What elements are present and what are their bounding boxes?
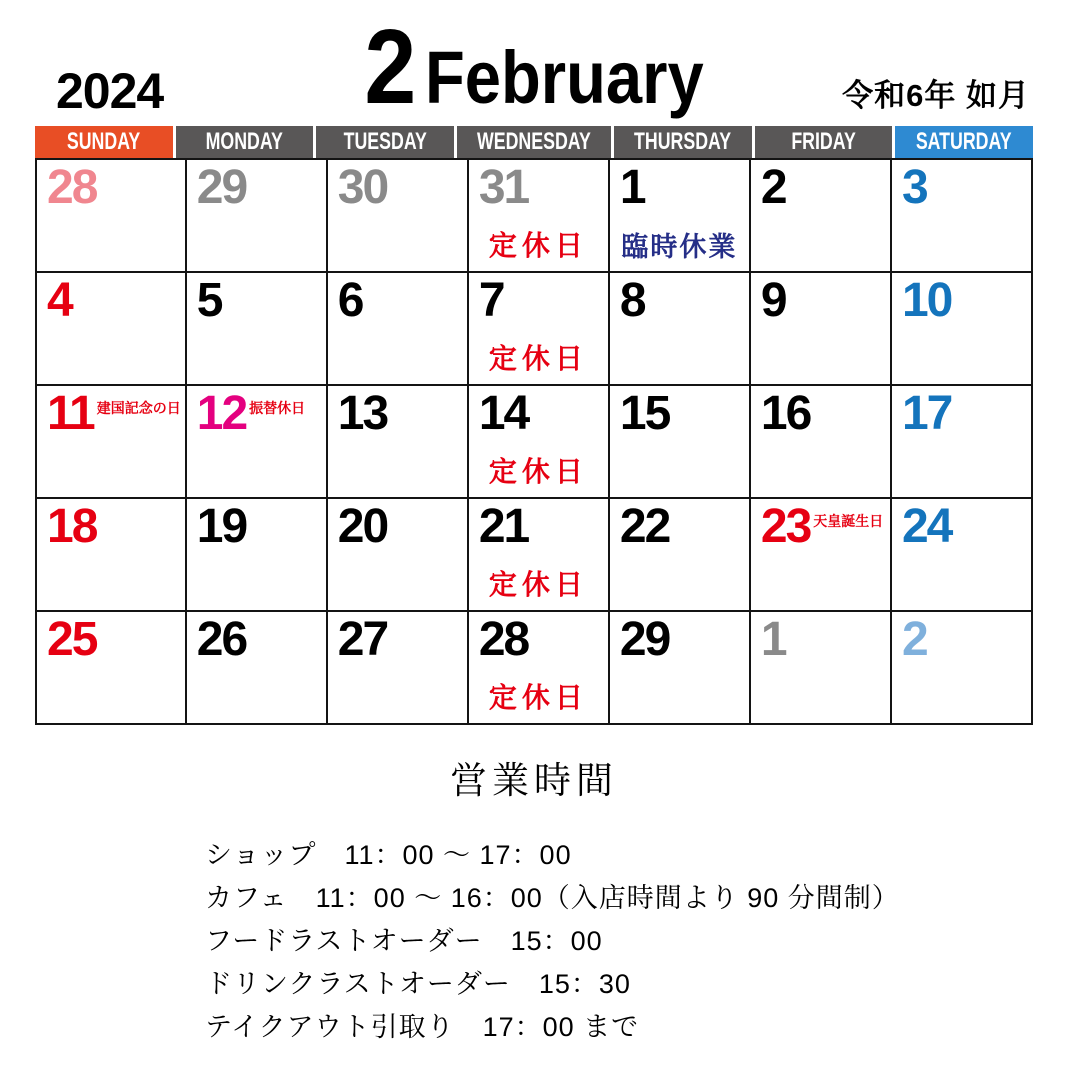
day-cell: [751, 273, 892, 386]
day-number-row: [338, 389, 463, 439]
day-number: 1: [760, 613, 786, 666]
day-number: 27: [337, 613, 388, 666]
regular-closed-note: 定休日: [488, 344, 588, 375]
day-number-row: [761, 502, 886, 552]
business-hours-title: 営業時間: [450, 761, 618, 802]
weekday-label: TUESDAY: [343, 128, 427, 155]
day-number-row: [47, 615, 181, 665]
day-number: 10: [901, 274, 952, 327]
day-cell: [610, 273, 751, 386]
regular-closed-note: 定休日: [488, 457, 588, 488]
day-cell: [328, 160, 469, 273]
year-label: 2024: [56, 63, 164, 119]
day-number-row: [620, 502, 745, 552]
day-number: 24: [901, 500, 952, 553]
day-number: 19: [196, 500, 247, 553]
day-cell: [610, 160, 751, 273]
day-cell: [469, 386, 610, 499]
day-cell: [892, 386, 1033, 499]
day-cell: [610, 499, 751, 612]
day-number-row: [479, 276, 604, 326]
japanese-era-label: 令和6年 如月: [842, 78, 1030, 113]
day-cell: [610, 386, 751, 499]
day-cell: [328, 499, 469, 612]
weekday-label: SUNDAY: [67, 128, 141, 155]
weekday-header-saturday: [895, 126, 1033, 158]
day-number-row: [902, 276, 1027, 326]
calendar-grid: [35, 158, 1033, 725]
day-number: 17: [901, 387, 952, 440]
day-number-row: [197, 615, 322, 665]
day-number: 16: [760, 387, 811, 440]
day-number: 20: [337, 500, 388, 553]
day-cell: [37, 160, 187, 273]
holiday-label: 天皇誕生日: [813, 513, 884, 529]
day-cell: [328, 386, 469, 499]
day-cell: [187, 499, 328, 612]
day-number-row: [197, 502, 322, 552]
day-cell: [37, 499, 187, 612]
day-cell: [610, 612, 751, 725]
weekday-label: WEDNESDAY: [477, 128, 591, 155]
day-number: 29: [196, 161, 247, 214]
business-hours-line: フードラストオーダー 15：00: [205, 926, 603, 956]
day-number: 22: [619, 500, 670, 553]
weekday-label: MONDAY: [205, 128, 284, 155]
weekday-header-wednesday: [457, 126, 611, 158]
day-number-row: [620, 276, 745, 326]
day-number: 23: [760, 500, 811, 553]
day-number-row: [338, 163, 463, 213]
business-hours-line: テイクアウト引取り 17：00 まで: [205, 1012, 640, 1042]
day-number-row: [902, 502, 1027, 552]
day-cell: [892, 160, 1033, 273]
day-number-row: [479, 502, 604, 552]
weekday-header-thursday: [614, 126, 752, 158]
day-number-row: [47, 276, 181, 326]
day-number-row: [479, 615, 604, 665]
day-number: 28: [478, 613, 529, 666]
holiday-label: 建国記念の日: [96, 400, 181, 416]
day-number: 18: [47, 500, 97, 553]
day-number-row: [902, 163, 1027, 213]
day-number: 26: [196, 613, 247, 666]
day-number: 8: [619, 274, 645, 327]
day-cell: [751, 612, 892, 725]
day-number: 2: [901, 613, 927, 666]
day-cell: [187, 612, 328, 725]
day-number-row: [761, 389, 886, 439]
business-hours-lines: [0, 834, 1068, 1049]
day-number-row: [902, 615, 1027, 665]
day-number-row: [338, 502, 463, 552]
day-number: 6: [337, 274, 363, 327]
day-number: 4: [47, 274, 72, 327]
day-number: 5: [196, 274, 222, 327]
day-number-row: [338, 276, 463, 326]
day-number: 30: [337, 161, 388, 214]
day-number-row: [761, 276, 886, 326]
day-cell: [751, 499, 892, 612]
day-number: 11: [47, 387, 94, 440]
day-cell: [37, 386, 187, 499]
day-number-row: [620, 389, 745, 439]
day-cell: [37, 612, 187, 725]
weekday-header-sunday: [35, 126, 173, 158]
day-number-row: [338, 615, 463, 665]
day-number-row: [761, 163, 886, 213]
weekday-header-friday: [755, 126, 893, 158]
day-number: 9: [760, 274, 786, 327]
day-number-row: [479, 389, 604, 439]
regular-closed-note: 定休日: [488, 570, 588, 601]
day-number-row: [620, 163, 745, 213]
day-number-row: [47, 163, 181, 213]
month-title: [364, 8, 704, 126]
day-cell: [751, 386, 892, 499]
day-number: 14: [478, 387, 529, 440]
day-number: 2: [760, 161, 786, 214]
day-cell: [469, 612, 610, 725]
calendar: [35, 126, 1033, 725]
day-number-row: [479, 163, 604, 213]
day-number-row: [47, 502, 181, 552]
weekday-label: THURSDAY: [634, 128, 732, 155]
day-number-row: [197, 389, 322, 439]
day-cell: [187, 386, 328, 499]
day-number: 29: [619, 613, 670, 666]
day-number-row: [197, 163, 322, 213]
day-cell: [328, 612, 469, 725]
business-hours-section: [0, 750, 1068, 1049]
day-number-row: [47, 389, 181, 439]
weekday-header-tuesday: [316, 126, 454, 158]
day-cell: [892, 499, 1033, 612]
day-number: 21: [478, 500, 529, 553]
day-number: 31: [478, 161, 529, 214]
day-number-row: [197, 276, 322, 326]
day-number: 7: [478, 274, 504, 327]
day-number: 28: [47, 161, 97, 214]
holiday-label: 振替休日: [249, 400, 306, 416]
temporary-closed-note: 臨時休業: [621, 232, 738, 262]
day-number: 3: [901, 161, 927, 214]
business-hours-line: ショップ 11：00 ～ 17：00: [205, 840, 572, 870]
day-cell: [37, 273, 187, 386]
day-cell: [751, 160, 892, 273]
weekday-header-monday: [176, 126, 314, 158]
day-number: 13: [337, 387, 388, 440]
day-number-row: [902, 389, 1027, 439]
weekday-label: FRIDAY: [791, 128, 856, 155]
day-number: 15: [619, 387, 670, 440]
day-number: 25: [47, 613, 97, 666]
day-cell: [469, 273, 610, 386]
day-number: 1: [619, 161, 645, 214]
business-hours-line: ドリンクラストオーダー 15：30: [205, 969, 631, 999]
month-name: February: [425, 36, 704, 119]
month-number: 2: [364, 8, 417, 126]
day-cell: [469, 160, 610, 273]
day-cell: [187, 160, 328, 273]
weekday-label: SATURDAY: [916, 128, 1013, 155]
day-cell: [469, 499, 610, 612]
day-number-row: [761, 615, 886, 665]
business-hours-line: カフェ 11：00 ～ 16：00（入店時間より 90 分間制）: [205, 883, 900, 913]
day-number: 12: [196, 387, 247, 440]
day-cell: [892, 612, 1033, 725]
day-cell: [187, 273, 328, 386]
regular-closed-note: 定休日: [488, 231, 588, 262]
weekday-header-row: [35, 126, 1033, 158]
day-cell: [892, 273, 1033, 386]
regular-closed-note: 定休日: [488, 683, 588, 714]
day-cell: [328, 273, 469, 386]
day-number-row: [620, 615, 745, 665]
